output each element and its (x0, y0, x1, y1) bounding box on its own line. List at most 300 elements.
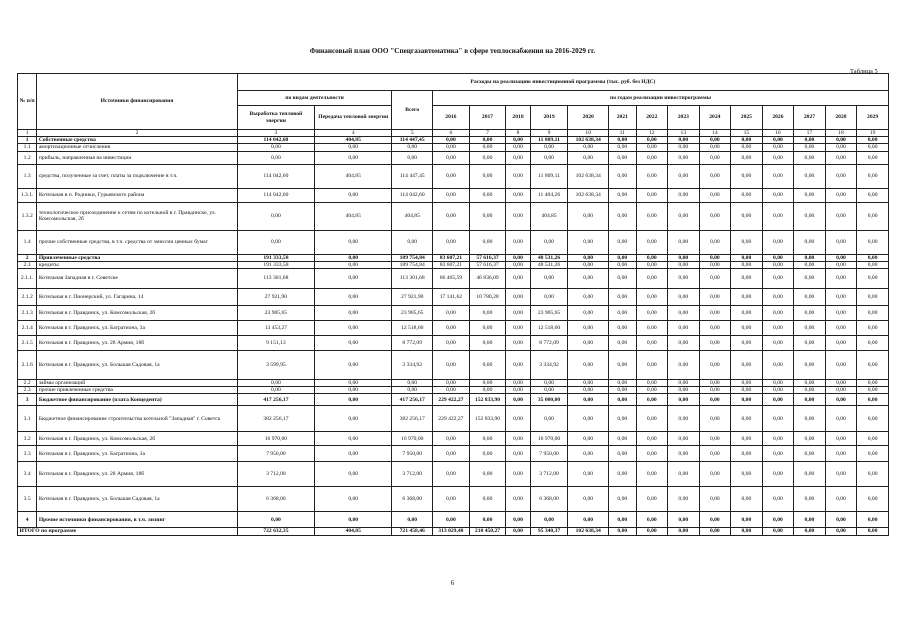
value-cell: 404,85 (530, 202, 568, 230)
column-number: 16 (762, 130, 794, 137)
value-cell: 0,00 (392, 144, 433, 151)
header-year: 2025 (731, 106, 763, 130)
value-cell: 0,00 (731, 487, 763, 512)
value-cell: 0,00 (433, 137, 470, 144)
value-cell: 12 518,60 (530, 321, 568, 336)
value-cell: 0,00 (506, 137, 530, 144)
value-cell: 0,00 (825, 144, 857, 151)
value-cell: 0,00 (825, 336, 857, 351)
value-cell: 0,00 (433, 336, 470, 351)
value-cell: 57 616,37 (469, 261, 506, 268)
value-cell: 0,00 (469, 151, 506, 164)
value-cell: 0,00 (699, 164, 731, 188)
value-cell: 0,00 (636, 306, 668, 321)
value-cell: 0,00 (794, 202, 826, 230)
value-cell: 0,00 (857, 254, 889, 261)
row-number: 2 (18, 254, 37, 261)
value-cell: 0,00 (762, 261, 794, 268)
value-cell: 0,00 (731, 394, 763, 406)
value-cell: 0,00 (506, 432, 530, 446)
value-cell: 721 458,46 (392, 528, 433, 535)
value-cell: 0,00 (699, 188, 731, 202)
value-cell: 35 000,00 (530, 394, 568, 406)
table-row (18, 512, 889, 528)
value-cell: 0,00 (762, 394, 794, 406)
value-cell: 0,00 (731, 432, 763, 446)
value-cell: 0,00 (433, 387, 470, 394)
value-cell: 0,00 (530, 406, 568, 432)
table-row (18, 446, 889, 462)
value-cell: 16 970,00 (392, 432, 433, 446)
table-row (18, 487, 889, 512)
value-cell: 0,00 (433, 351, 470, 380)
value-cell: 0,00 (392, 230, 433, 254)
value-cell: 404,85 (315, 137, 392, 144)
value-cell: 0,00 (857, 151, 889, 164)
value-cell: 0,00 (433, 446, 470, 462)
value-cell: 0,00 (731, 188, 763, 202)
value-cell: 0,00 (636, 137, 668, 144)
document-title: Финансовый план ООО "Спецгазавтоматика" в сфере теплоснабжения на 2016-2029 гг. (309, 47, 596, 55)
value-cell: 0,00 (469, 446, 506, 462)
value-cell: 0,00 (636, 336, 668, 351)
value-cell: 0,00 (825, 487, 857, 512)
value-cell: 95 340,37 (530, 528, 568, 535)
value-cell: 0,00 (609, 394, 636, 406)
value-cell: 0,00 (433, 462, 470, 487)
header-expenses: Расходы на реализацию инвестиционной программы (тыс. руб. без НДС) (237, 74, 888, 91)
value-cell: 7 950,00 (530, 446, 568, 462)
column-number: 12 (636, 130, 668, 137)
value-cell: 0,00 (699, 289, 731, 306)
value-cell: 0,00 (506, 351, 530, 380)
row-number: 1.2 (18, 151, 37, 164)
value-cell: 0,00 (469, 321, 506, 336)
value-cell: 0,00 (699, 254, 731, 261)
value-cell: 7 950,00 (237, 446, 314, 462)
value-cell: 113 301,68 (237, 269, 314, 289)
column-number: 3 (237, 130, 314, 137)
value-cell: 0,00 (762, 306, 794, 321)
value-cell: 0,00 (731, 202, 763, 230)
value-cell: 0,00 (731, 528, 763, 535)
value-cell: 0,00 (506, 512, 530, 528)
value-cell: 0,00 (699, 144, 731, 151)
value-cell: 0,00 (568, 446, 609, 462)
row-name: Бюджетное финансирование строительства котельной "Западная" г. Советск (37, 406, 237, 432)
value-cell: 0,00 (237, 380, 314, 387)
value-cell: 0,00 (731, 446, 763, 462)
table-row (18, 351, 889, 380)
value-cell: 0,00 (469, 137, 506, 144)
value-cell: 0,00 (315, 188, 392, 202)
value-cell: 0,00 (636, 261, 668, 268)
value-cell: 0,00 (530, 289, 568, 306)
value-cell: 191 333,58 (237, 254, 314, 261)
value-cell: 0,00 (668, 394, 700, 406)
value-cell: 0,00 (731, 387, 763, 394)
value-cell: 0,00 (699, 202, 731, 230)
value-cell: 0,00 (668, 137, 700, 144)
value-cell: 0,00 (825, 202, 857, 230)
value-cell: 0,00 (315, 230, 392, 254)
value-cell: 404,85 (315, 528, 392, 535)
value-cell: 0,00 (609, 487, 636, 512)
value-cell: 0,00 (433, 487, 470, 512)
value-cell: 382 256,17 (392, 406, 433, 432)
value-cell: 0,00 (668, 269, 700, 289)
value-cell: 0,00 (699, 151, 731, 164)
row-number: 1.4 (18, 230, 37, 254)
value-cell: 0,00 (794, 487, 826, 512)
value-cell: 6 368,00 (392, 487, 433, 512)
row-number: 3.3 (18, 446, 37, 462)
row-name: Котельная в г. Правдинск, ул. 28 Армия, 18б (37, 336, 237, 351)
row-name: кредиты (37, 261, 237, 268)
value-cell: 0,00 (636, 144, 668, 151)
row-name: Котельная в г. Правдинск, ул. Багратиона, 3а (37, 321, 237, 336)
row-name: Котельная в г. Правдинск, ул. Большая Садовая, 1а (37, 351, 237, 380)
value-cell: 0,00 (237, 202, 314, 230)
value-cell: 0,00 (731, 406, 763, 432)
value-cell: 83 607,21 (433, 254, 470, 261)
value-cell: 0,00 (762, 188, 794, 202)
row-name: средства, полученные за счет, платы за подключение в т.ч. (37, 164, 237, 188)
value-cell: 0,00 (568, 321, 609, 336)
value-cell: 0,00 (609, 164, 636, 188)
value-cell: 114 042,60 (237, 164, 314, 188)
value-cell: 0,00 (699, 406, 731, 432)
value-cell: 0,00 (794, 164, 826, 188)
value-cell: 0,00 (668, 202, 700, 230)
table-number: Таблица 5 (850, 68, 878, 75)
value-cell: 0,00 (668, 321, 700, 336)
value-cell: 0,00 (794, 261, 826, 268)
value-cell: 0,00 (825, 254, 857, 261)
value-cell: 0,00 (530, 230, 568, 254)
value-cell: 0,00 (636, 289, 668, 306)
row-number: 2.1.6 (18, 351, 37, 380)
value-cell: 0,00 (636, 432, 668, 446)
value-cell: 0,00 (568, 432, 609, 446)
value-cell: 0,00 (636, 462, 668, 487)
value-cell: 0,00 (609, 230, 636, 254)
row-name: займы организаций (37, 380, 237, 387)
value-cell: 0,00 (636, 269, 668, 289)
value-cell: 6 368,00 (237, 487, 314, 512)
value-cell: 0,00 (699, 269, 731, 289)
table-row (18, 261, 889, 268)
row-name: Котельная в г. Правдинск, ул. 28 Армия, 18б (37, 462, 237, 487)
value-cell: 0,00 (825, 164, 857, 188)
value-cell: 404,85 (315, 164, 392, 188)
row-name: ИТОГО по программе (18, 528, 238, 535)
value-cell: 0,00 (506, 487, 530, 512)
value-cell: 0,00 (609, 289, 636, 306)
value-cell: 0,00 (506, 394, 530, 406)
value-cell: 0,00 (668, 512, 700, 528)
header-year: 2028 (825, 106, 857, 130)
value-cell: 0,00 (469, 202, 506, 230)
value-cell: 0,00 (315, 269, 392, 289)
row-name: Котельная в г. Правдинск, ул. Комсомольская, 2б (37, 432, 237, 446)
value-cell: 404,85 (315, 202, 392, 230)
value-cell: 0,00 (530, 269, 568, 289)
value-cell: 0,00 (794, 351, 826, 380)
value-cell: 23 905,65 (392, 306, 433, 321)
table-row (18, 269, 889, 289)
value-cell: 102 638,34 (568, 137, 609, 144)
value-cell: 0,00 (762, 528, 794, 535)
value-cell: 0,00 (762, 230, 794, 254)
value-cell: 0,00 (469, 512, 506, 528)
value-cell: 66 465,59 (433, 269, 470, 289)
value-cell: 0,00 (825, 269, 857, 289)
value-cell: 23 905,65 (530, 306, 568, 321)
value-cell: 0,00 (825, 462, 857, 487)
value-cell: 0,00 (857, 230, 889, 254)
value-cell: 0,00 (636, 394, 668, 406)
column-number: 6 (433, 130, 470, 137)
value-cell: 0,00 (731, 254, 763, 261)
header-year: 2027 (794, 106, 826, 130)
value-cell: 0,00 (315, 351, 392, 380)
value-cell: 0,00 (636, 528, 668, 535)
value-cell: 0,00 (857, 188, 889, 202)
value-cell: 0,00 (825, 394, 857, 406)
value-cell: 0,00 (668, 151, 700, 164)
value-cell: 0,00 (762, 137, 794, 144)
value-cell: 0,00 (794, 269, 826, 289)
value-cell: 0,00 (668, 306, 700, 321)
value-cell: 0,00 (568, 269, 609, 289)
value-cell: 0,00 (699, 487, 731, 512)
value-cell: 0,00 (699, 446, 731, 462)
value-cell: 0,00 (636, 446, 668, 462)
value-cell: 0,00 (609, 351, 636, 380)
value-cell: 0,00 (762, 321, 794, 336)
value-cell: 0,00 (794, 432, 826, 446)
value-cell: 11 809,11 (530, 137, 568, 144)
header-year: 2021 (609, 106, 636, 130)
value-cell: 0,00 (857, 380, 889, 387)
value-cell: 0,00 (668, 406, 700, 432)
table-row (18, 528, 889, 535)
value-cell: 0,00 (857, 394, 889, 406)
value-cell: 0,00 (668, 528, 700, 535)
header-year: 2024 (699, 106, 731, 130)
value-cell: 3 712,00 (530, 462, 568, 487)
value-cell: 0,00 (699, 306, 731, 321)
value-cell: 0,00 (469, 351, 506, 380)
table-row (18, 394, 889, 406)
value-cell: 0,00 (825, 151, 857, 164)
row-name: прибыль, направленная на инвестиции (37, 151, 237, 164)
value-cell: 8 772,09 (392, 336, 433, 351)
value-cell: 0,00 (731, 137, 763, 144)
value-cell: 17 141,62 (433, 289, 470, 306)
value-cell: 0,00 (762, 380, 794, 387)
value-cell: 0,00 (609, 462, 636, 487)
value-cell: 0,00 (237, 512, 314, 528)
row-name: Собственные средства (37, 137, 237, 144)
value-cell: 0,00 (668, 387, 700, 394)
value-cell: 0,00 (857, 387, 889, 394)
value-cell: 0,00 (731, 269, 763, 289)
header-year: 2023 (668, 106, 700, 130)
value-cell: 0,00 (794, 406, 826, 432)
value-cell: 57 616,37 (469, 254, 506, 261)
value-cell: 0,00 (506, 336, 530, 351)
table-row (18, 387, 889, 394)
value-cell: 0,00 (794, 137, 826, 144)
value-cell: 0,00 (609, 380, 636, 387)
value-cell: 0,00 (392, 151, 433, 164)
value-cell: 0,00 (668, 487, 700, 512)
value-cell: 0,00 (568, 351, 609, 380)
value-cell: 11 404,26 (530, 188, 568, 202)
value-cell: 0,00 (857, 446, 889, 462)
value-cell: 0,00 (762, 387, 794, 394)
value-cell: 0,00 (731, 512, 763, 528)
value-cell: 0,00 (857, 462, 889, 487)
value-cell: 0,00 (825, 432, 857, 446)
row-number: 3.1 (18, 406, 37, 432)
value-cell: 0,00 (469, 164, 506, 188)
value-cell: 0,00 (568, 406, 609, 432)
table-row (18, 432, 889, 446)
table-row (18, 137, 889, 144)
value-cell: 0,00 (857, 528, 889, 535)
value-cell: 0,00 (609, 512, 636, 528)
row-name: прочие собственные средства, в т.ч. средства от эмиссии ценных бумаг (37, 230, 237, 254)
row-name: Котельная в г. Правдинск, ул. Большая Садовая, 1а (37, 487, 237, 512)
row-name: Привлеченные средства (37, 254, 237, 261)
row-name: Бюджетное финансирование (плата Концедента) (37, 394, 237, 406)
row-number: 2.1.4 (18, 321, 37, 336)
value-cell: 0,00 (237, 230, 314, 254)
header-by-years: по годам реализации инвестпрограммы (433, 91, 889, 106)
header-year: 2022 (636, 106, 668, 130)
value-cell: 46 836,09 (469, 269, 506, 289)
value-cell: 0,00 (794, 512, 826, 528)
row-number: 1 (18, 137, 37, 144)
value-cell: 0,00 (568, 202, 609, 230)
value-cell: 0,00 (506, 406, 530, 432)
row-name: Котельная в г. Правдинск, ул. Комсомольская, 2б (37, 306, 237, 321)
value-cell: 0,00 (762, 406, 794, 432)
value-cell: 0,00 (731, 462, 763, 487)
value-cell: 0,00 (857, 351, 889, 380)
value-cell: 210 450,27 (469, 528, 506, 535)
row-number: 3.2 (18, 432, 37, 446)
value-cell: 3 712,00 (237, 462, 314, 487)
value-cell: 417 256,17 (237, 394, 314, 406)
value-cell: 16 970,00 (237, 432, 314, 446)
value-cell: 0,00 (825, 137, 857, 144)
value-cell: 0,00 (825, 406, 857, 432)
column-number: 2 (37, 130, 237, 137)
value-cell: 0,00 (568, 462, 609, 487)
row-number: 2.1.1. (18, 269, 37, 289)
value-cell: 0,00 (315, 289, 392, 306)
value-cell: 0,00 (506, 269, 530, 289)
value-cell: 7 950,00 (392, 446, 433, 462)
table-row (18, 254, 889, 261)
value-cell: 83 607,21 (433, 261, 470, 268)
column-number: 13 (668, 130, 700, 137)
value-cell: 0,00 (857, 512, 889, 528)
value-cell: 0,00 (237, 144, 314, 151)
value-cell: 0,00 (762, 151, 794, 164)
value-cell: 0,00 (636, 351, 668, 380)
value-cell: 0,00 (794, 528, 826, 535)
column-number: 10 (568, 130, 609, 137)
row-number: 2.1 (18, 261, 37, 268)
value-cell: 0,00 (668, 446, 700, 462)
value-cell: 114 447,45 (392, 164, 433, 188)
table-row (18, 188, 889, 202)
value-cell: 0,00 (668, 289, 700, 306)
header-heat: Выработка тепловой энергии (237, 106, 314, 130)
value-cell: 23 905,65 (237, 306, 314, 321)
value-cell: 0,00 (433, 380, 470, 387)
value-cell: 3 599,95 (237, 351, 314, 380)
value-cell: 0,00 (699, 432, 731, 446)
value-cell: 27 921,90 (392, 289, 433, 306)
value-cell: 0,00 (609, 137, 636, 144)
value-cell: 0,00 (794, 336, 826, 351)
value-cell: 0,00 (794, 446, 826, 462)
value-cell: 0,00 (506, 380, 530, 387)
value-cell: 0,00 (762, 254, 794, 261)
row-number: 2.3 (18, 387, 37, 394)
page-number: 6 (450, 579, 455, 587)
value-cell: 102 638,34 (568, 188, 609, 202)
value-cell: 6 368,00 (530, 487, 568, 512)
value-cell: 0,00 (731, 230, 763, 254)
value-cell: 0,00 (731, 321, 763, 336)
table-row (18, 336, 889, 351)
row-number: 2.2 (18, 380, 37, 387)
value-cell: 0,00 (825, 446, 857, 462)
value-cell: 0,00 (568, 144, 609, 151)
value-cell: 0,00 (857, 144, 889, 151)
value-cell: 0,00 (857, 321, 889, 336)
value-cell: 3 334,92 (530, 351, 568, 380)
value-cell: 114 042,60 (392, 188, 433, 202)
value-cell: 0,00 (469, 336, 506, 351)
row-number: 1.3.1. (18, 188, 37, 202)
value-cell: 0,00 (315, 261, 392, 268)
value-cell: 0,00 (315, 151, 392, 164)
row-name: Прочие источники финансирования, в т.ч. лизинг (37, 512, 237, 528)
value-cell: 722 632,35 (237, 528, 314, 535)
column-number: 9 (530, 130, 568, 137)
value-cell: 0,00 (857, 137, 889, 144)
table-row (18, 380, 889, 387)
value-cell: 0,00 (762, 446, 794, 462)
value-cell: 0,00 (857, 269, 889, 289)
table-row (18, 202, 889, 230)
value-cell: 0,00 (731, 289, 763, 306)
value-cell: 0,00 (636, 387, 668, 394)
value-cell: 0,00 (506, 254, 530, 261)
value-cell: 0,00 (762, 202, 794, 230)
value-cell: 0,00 (699, 261, 731, 268)
value-cell: 0,00 (315, 321, 392, 336)
value-cell: 0,00 (668, 164, 700, 188)
